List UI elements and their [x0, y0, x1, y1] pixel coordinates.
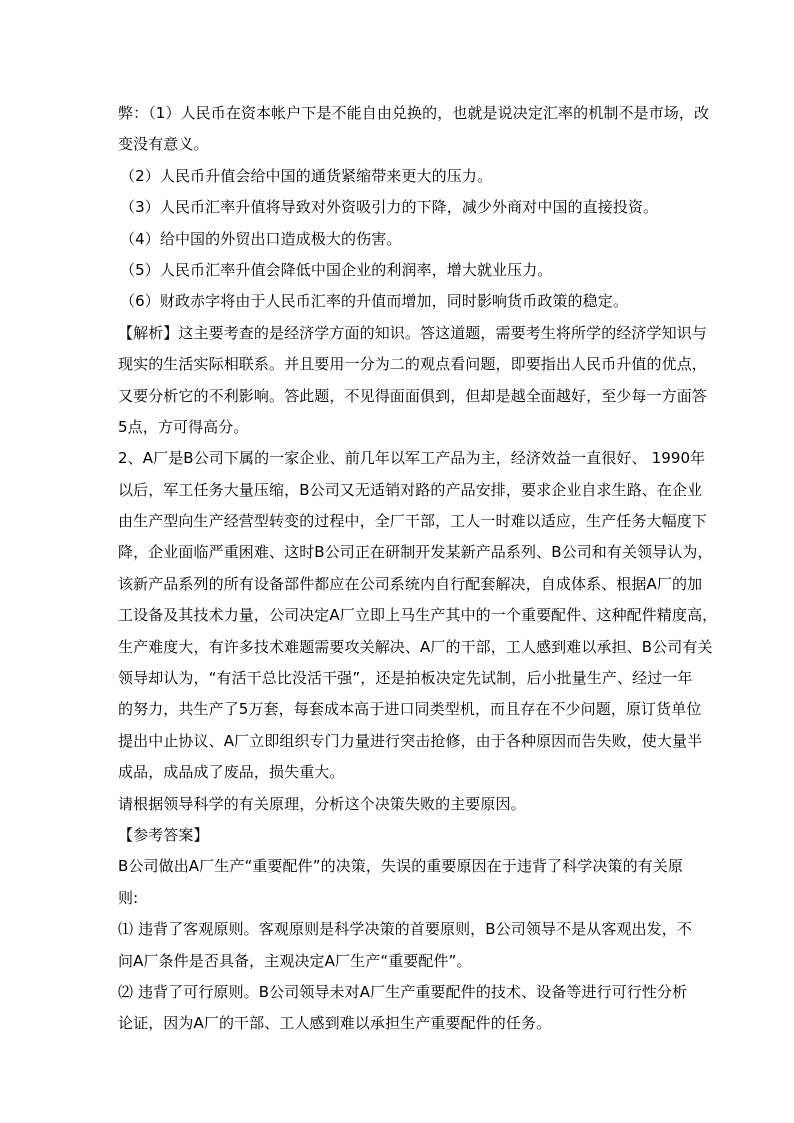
answer-line-5: ⑵ 违背了可行原则。B公司领导未对A厂生产重要配件的技术、设备等进行可行性分析	[118, 982, 688, 1001]
question-2-line-3: 由生产型向生产经营型转变的过程中，全厂干部，工人一时难以适应，生产任务大幅度下	[118, 512, 707, 531]
question-2-line-10: 提出中止协议、A厂立即组织专门力量进行突击抢修，由于各种原因而告失败，使大量半	[118, 731, 703, 750]
analysis-line-4: 5点，方可得高分。	[118, 417, 249, 436]
reference-answer-heading: 【参考答案】	[118, 825, 209, 844]
question-2-line-9: 的努力，共生产了5万套，每套成本高于进口同类型机，而且存在不少问题，原订货单位	[118, 700, 702, 719]
text-line-1: 弊：（1）人民币在资本帐户下是不能自由兑换的，也就是说决定汇率的机制不是市场，改	[118, 104, 710, 122]
answer-line-3: ⑴ 违背了客观原则。客观原则是科学决策的首要原则，B公司领导不是从客观出发，不	[118, 920, 692, 939]
question-2-line-6: 工设备及其技术力量，公司决定A厂立即上马生产其中的一个重要配件、这种配件精度高，	[118, 606, 718, 625]
answer-line-4: 问A厂条件是否具备，主观决定A厂生产“重要配件”。	[118, 951, 472, 970]
text-line-4: （3）人民币汇率升值将导致对外资吸引力的下降，减少外商对中国的直接投资。	[120, 198, 659, 217]
text-line-5: （4）给中国的外贸出口造成极大的伤害。	[120, 229, 402, 248]
question-2-line-1: 2、A厂是B公司下属的一家企业、前几年以军工产品为主，经济效益一直很好、 1990年	[118, 449, 706, 468]
question-2-line-11: 成品，成品成了废品，损失重大。	[118, 763, 345, 782]
document-body	[118, 98, 718, 1040]
answer-line-6: 论证，因为A厂的干部、工人感到难以承担生产重要配件的任务。	[118, 1014, 552, 1033]
question-prompt: 请根据领导科学的有关原理，分析这个决策失败的主要原因。	[118, 794, 526, 813]
analysis-line-3: 又要分析它的不利影响。答此题，不见得面面俱到，但却是越全面越好，至少每一方面答	[118, 386, 707, 405]
question-2-line-5: 该新产品系列的所有设备部件都应在公司系统内自行配套解决，自成体系、根据A厂的加	[118, 574, 703, 593]
answer-line-1: B公司做出A厂生产“重要配件”的决策，失误的重要原因在于违背了科学决策的有关原	[118, 857, 683, 876]
answer-line-2: 则:	[118, 888, 139, 907]
question-2-line-2: 以后，军工任务大量压缩，B公司又无适销对路的产品安排，要求企业自求生路、在企业	[118, 480, 703, 499]
text-line-3: （2）人民币升值会给中国的通货紧缩带来更大的压力。	[120, 166, 493, 185]
text-line-2: 变没有意义。	[118, 135, 209, 154]
question-2-line-7: 生产难度大，有许多技术难题需要攻关解决、A厂的干部，工人感到难以承担、B公司有关	[118, 637, 713, 656]
question-2-line-8: 领导却认为，“有活干总比没活干强”，还是拍板决定先试制，后小批量生产、经过一年	[118, 669, 693, 688]
question-2-line-4: 降，企业面临严重困难、这时B公司正在研制开发某新产品系列、B公司和有关领导认为，	[118, 543, 713, 562]
text-line-6: （5）人民币汇率升值会降低中国企业的利润率，增大就业压力。	[120, 260, 553, 279]
analysis-line-2: 现实的生活实际相联系。并且要用一分为二的观点看问题，即要指出人民币升值的优点，	[118, 355, 707, 374]
text-line-7: （6）财政赤字将由于人民币汇率的升值而增加，同时影响货币政策的稳定。	[120, 292, 628, 311]
analysis-line-1: 【解析】这主要考查的是经济学方面的知识。答这道题，需要考生将所学的经济学知识与	[118, 323, 707, 342]
